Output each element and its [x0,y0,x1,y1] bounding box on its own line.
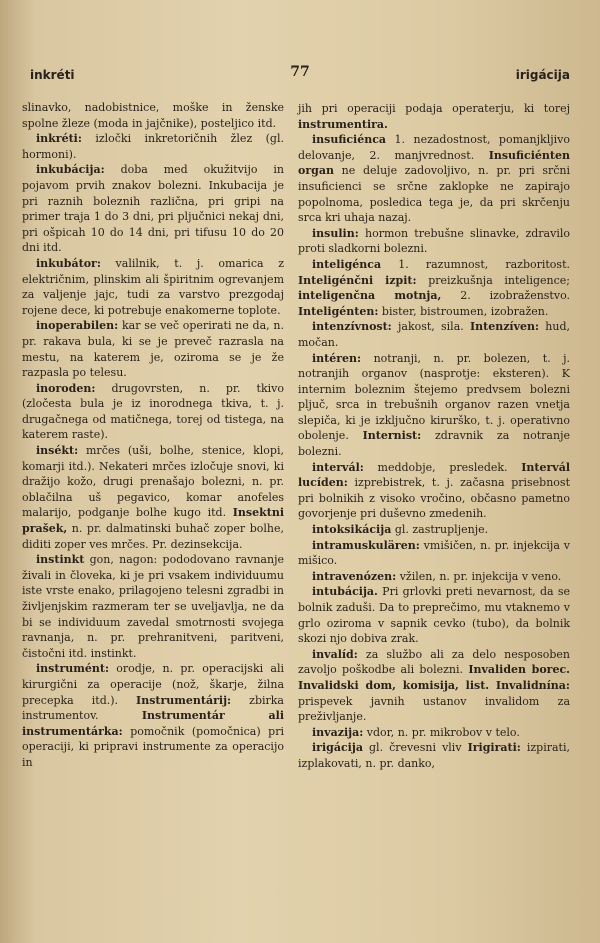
dictionary-entry: slinavko, nadobistnice, moške in ženske spolne žleze (moda in jajčnike), posteljico itd. [22,101,284,130]
left-column [22,100,284,771]
dictionary-entry: invalíd: za službo ali za delo nesposoben zavoljo poškodbe ali bolezni. Invaliden borec. Invalidski dom, komisija, list. Invalidnína: prispevek javnih ustanov invalidom za preživljanje. [298,647,570,724]
dictionary-entry: instinkt gon, nagon: pododovano ravnanje živali in človeka, ki je pri vsakem individuumu iste vrste enako, prilagojeno telesni zgradbi in življenjskim razmeram ter se uveljavlja, ne da bi se individuum zavedal smotrnosti svojega ravnanja, n. pr. prehranitveni, paritveni, čistočni itd. instinkt. [22,553,284,660]
dictionary-entry: insékt: mrčes (uši, bolhe, stenice, klopi, komarji itd.). Nekateri mrčes izločuje snovi, ki dražijo kožo, drugi prenašajo bolezni, n. pr. oblačilna uš pegavico, komar anofeles malarijo, podganje bolhe kugo itd. Insektni prašek, n. pr. dalmatinski buhač zoper bolhe, diditi zoper ves mrčes. Pr. dezinsekcija. [22,444,284,551]
dictionary-entry: intravenózen: vžilen, n. pr. injekcija v veno. [312,569,562,583]
dictionary-entry: intoksikácija gl. zastrupljenje. [312,523,489,537]
dictionary-entry: inteligénca 1. razumnost, razboritost. Inteligénčni izpit: preizkušnja inteligence; inteligenčna motnja, 2. izobraženstvo. Inteligénten: bister, bistroumen, izobražen. [298,257,570,318]
dictionary-entry: jih pri operaciji podaja operaterju, ki torej instrumentira. [298,102,570,131]
right-column [298,101,570,772]
dictionary-entry: instrumént: orodje, n. pr. operacijski ali kirurgični za operacije (nož, škarje, žilna precepka itd.). Instrumentárij: zbirka instrumentov. Instrumentár ali instrumentárka: pomočnik (pomočnica) pri operaciji, ki pripravi instrumente za operacijo in [22,662,284,769]
dictionary-entry: insulin: hormon trebušne slinavke, zdravilo proti sladkorni bolezni. [298,226,570,256]
dictionary-entry: intramuskulären: vmišičen, n. pr. injekcija v mišico. [298,538,570,568]
dictionary-entry: inoperabilen: kar se več operirati ne da, n. pr. rakava bula, ki se je preveč razrasla na mestu, na katerem je, oziroma se je že razpasla po telesu. [22,319,284,380]
dictionary-entry: intenzívnost: jakost, sila. Intenzíven: hud, močan. [298,320,570,349]
dictionary-entry: inoroden: drugovrsten, n. pr. tkivo (zločesta bula je iz inorodnega tkiva, t. j. drugačnega od matičnega, torej od tistega, na katerem raste). [22,381,284,442]
dictionary-entry: insuficiénca 1. nezadostnost, pomanjkljivo delovanje, 2. manjvrednost. Insuficiénten organ ne deluje zadovoljivo, n. pr. pri srčni insuficienci se srčne zaklopke ne zapirajo popolnoma, posledica tega je, da pri skrčenju srca kri uhaja nazaj. [298,133,570,225]
dictionary-entry: inkubátor: valilnik, t. j. omarica z električnim, plinskim ali špiritnim ogrevanjem za valjenje jajc, tudi za varstvo prezgodaj rojene dece, ki potrebuje enakomerne toplote. [22,256,284,317]
dictionary-entry: intubácija. Pri grlovki preti nevarnost, da se bolnik zaduši. Da to preprečimo, mu vtaknemo v grlo oziroma v sapnik cevko (tubo), da bolnik skozi njo dobiva zrak. [298,585,570,646]
dictionary-entry: invazija: vdor, n. pr. mikrobov v telo. [312,725,520,739]
page-number: 77 [290,64,310,80]
header-guide-word-left: inkréti [30,68,75,82]
page-header [30,62,570,86]
header-guide-word-right: irigácija [515,68,570,82]
dictionary-entry: inkréti: izločki inkretoričnih žlez (gl. hormoni). [22,132,284,161]
dictionary-entry: intervál: meddobje, presledek. Intervál lucíden: izprebistrek, t. j. začasna prisebnost pri bolnikih z visoko vročino, občasno pametno govorjenje pri duševno zmedenih. [298,460,570,521]
dictionary-entry: intéren: notranji, n. pr. bolezen, t. j. notranjih organov (nasprotje: eksteren). K internim boleznim štejemo predvsem bolezni pljuč, srca in trebušnih organov razen vnetja slepiča, ki je izključno kirurško, t. j. operativno obolenje. Internist: zdravnik za notranje bolezni. [298,351,570,459]
dictionary-entry: inkubácija: doba med okužitvijo in pojavom prvih znakov bolezni. Inkubacija je pri raznih boleznih različna, pri gripi na primer traja 1 do 3 dni, pri pljučnici nekaj dni, pri ošpicah 10 do 14 dni, pri tifusu 10 do 20 dni itd. [22,163,284,255]
dictionary-entry: irigácija gl. črevesni vliv Irigirati: izpirati, izplakovati, n. pr. danko, [298,741,570,770]
